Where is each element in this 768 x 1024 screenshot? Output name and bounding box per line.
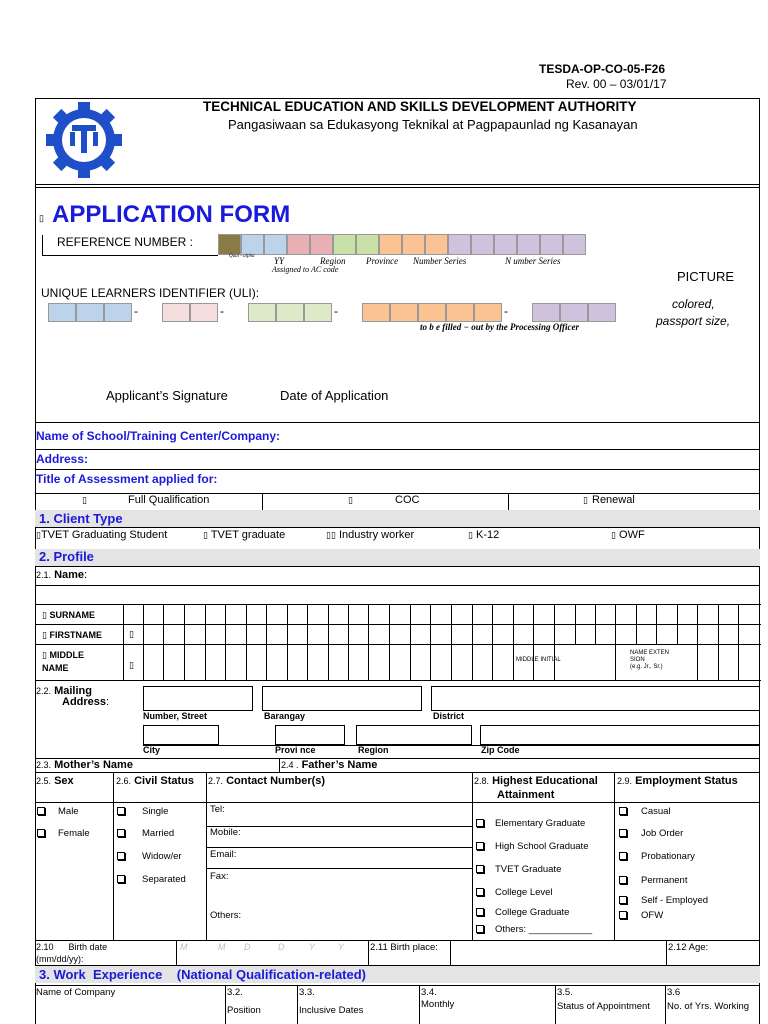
emp-self-employed-option[interactable]: Self - Employed (619, 895, 708, 906)
name-grid-cell[interactable] (307, 604, 329, 625)
name-grid-cell[interactable] (225, 624, 247, 645)
client-type-k12[interactable]: ▯ K-12 (468, 529, 500, 541)
name-grid-cell[interactable] (513, 604, 534, 625)
educ-others-option[interactable]: Others: ____________ (476, 924, 592, 935)
name-label: 2.1. Name: (36, 569, 88, 581)
name-grid-cell[interactable] (368, 624, 390, 645)
middle-marker: ▯ (129, 661, 134, 671)
ref-sub-region: Region (320, 256, 346, 266)
name-grid-cell[interactable] (718, 604, 739, 625)
emp-ofw-option[interactable]: OFW (619, 910, 663, 921)
name-grid-cell[interactable] (307, 624, 329, 645)
name-grid-cell[interactable] (615, 624, 637, 645)
reference-number-cell[interactable] (356, 234, 379, 255)
educ-highschool-option[interactable]: High School Graduate (476, 841, 588, 852)
name-extension-label: NAME EXTEN SION (630, 650, 670, 663)
reference-number-cell[interactable] (241, 234, 264, 255)
name-grid-cell[interactable] (410, 624, 431, 645)
checkbox-renewal[interactable]: ▯ (583, 496, 588, 506)
name-grid-cell[interactable] (307, 644, 329, 681)
education-label-2: Attainment (497, 789, 555, 801)
name-grid-cell[interactable] (266, 604, 288, 625)
address-label: Address: (36, 452, 89, 466)
name-grid-cell[interactable] (636, 604, 657, 625)
form-title: APPLICATION FORM (52, 201, 291, 228)
name-grid-cell[interactable] (246, 604, 267, 625)
name-grid-cell[interactable] (718, 644, 739, 681)
name-grid-cell[interactable] (636, 624, 657, 645)
name-grid-cell[interactable] (225, 604, 247, 625)
emp-casual-option[interactable]: Casual (619, 806, 671, 817)
work-column-number: 3.2. (227, 987, 243, 998)
ref-sub-yy: YY (274, 256, 285, 266)
tesda-gear-logo-icon (42, 98, 126, 182)
client-type-tvet-graduating[interactable]: ▯TVET Graduating Student (36, 529, 168, 541)
name-grid-cell[interactable] (533, 604, 555, 625)
name-grid-cell[interactable] (184, 624, 206, 645)
mailing-label-2: Address: (62, 696, 110, 708)
sex-male-option[interactable]: Male (37, 806, 79, 817)
name-grid-cell[interactable] (738, 644, 761, 681)
educ-tvet-option[interactable]: TVET Graduate (476, 864, 561, 875)
middle-initial-label: MIDDLE INITIAL (516, 657, 561, 663)
reference-number-cell[interactable] (448, 234, 471, 255)
middle-name-label-2: NAME (42, 663, 69, 673)
name-grid-cell[interactable] (656, 624, 678, 645)
work-column-label: Status of Appointment (557, 1001, 650, 1012)
name-grid-cell[interactable] (389, 644, 411, 681)
name-extension-example: (e.g. Jr., Sr.) (630, 664, 663, 670)
educ-elementary-option[interactable]: Elementary Graduate (476, 818, 585, 829)
contact-mobile-label: Mobile: (210, 827, 241, 838)
name-grid-cell[interactable] (348, 624, 369, 645)
name-grid-cell[interactable] (575, 624, 596, 645)
uli-cell[interactable] (248, 303, 276, 322)
name-grid-cell[interactable] (513, 624, 534, 645)
barangay-label: Barangay (264, 711, 306, 721)
uli-cell[interactable] (588, 303, 616, 322)
client-type-owf[interactable]: ▯ OWF (611, 529, 645, 541)
uli-cell[interactable] (560, 303, 588, 322)
province-label: Provi nce (275, 745, 316, 755)
name-grid-cell[interactable] (328, 604, 349, 625)
educ-college-level-option[interactable]: College Level (476, 887, 553, 898)
uli-cell[interactable] (304, 303, 332, 322)
civil-separated-option[interactable]: Separated (117, 874, 186, 885)
ref-sub-province: Province (366, 256, 399, 266)
educ-college-grad-option[interactable]: College Graduate (476, 907, 569, 918)
name-grid-cell[interactable] (615, 604, 637, 625)
uli-cell[interactable] (532, 303, 560, 322)
name-grid-cell[interactable] (738, 604, 761, 625)
work-column-label: No. of Yrs. Working (667, 1001, 750, 1012)
zip-label: Zip Code (481, 745, 520, 755)
uli-cell[interactable] (48, 303, 76, 322)
name-grid-cell[interactable] (163, 624, 185, 645)
uli-dash: - (220, 304, 224, 318)
name-grid-cell[interactable] (368, 644, 390, 681)
name-grid-cell[interactable] (163, 604, 185, 625)
uli-dash: - (504, 304, 508, 318)
date-of-application-label: Date of Application (280, 388, 389, 403)
processing-note: to b e filled − out by the Processing Officer (420, 322, 580, 332)
name-grid-cell[interactable] (697, 604, 719, 625)
province-field[interactable] (275, 725, 345, 745)
client-type-tvet-graduate[interactable]: ▯ TVET graduate (203, 529, 286, 541)
reference-number-cell[interactable] (425, 234, 448, 255)
uli-cell[interactable] (104, 303, 132, 322)
middle-initial-cell[interactable] (554, 644, 616, 681)
name-grid-cell[interactable] (287, 604, 308, 625)
uli-label: UNIQUE LEARNERS IDENTIFIER (ULI): (41, 286, 260, 300)
ref-sub-number-series: Number Series (413, 256, 467, 266)
name-grid-cell[interactable] (595, 624, 616, 645)
client-type-header (35, 510, 760, 527)
sex-label: 2.5. Sex (36, 775, 74, 787)
name-grid-cell[interactable] (348, 604, 369, 625)
option-full-qualification: Full Qualification (128, 494, 210, 506)
reference-number-cell[interactable] (333, 234, 356, 255)
ref-sub-qual: Qual - alpha (229, 254, 255, 259)
reference-number-cell[interactable] (540, 234, 563, 255)
civil-married-option[interactable]: Married (117, 828, 174, 839)
client-type-industry-worker[interactable]: ▯▯ Industry worker (326, 529, 415, 541)
uli-cell[interactable] (76, 303, 104, 322)
uli-cell[interactable] (418, 303, 446, 322)
contact-email-label: Email: (210, 849, 237, 860)
name-grid-cell[interactable] (677, 604, 698, 625)
work-column-number: 3.4. (421, 987, 437, 998)
picture-passport: passport size, (656, 314, 731, 328)
name-grid-cell[interactable] (430, 624, 452, 645)
reference-number-cell[interactable] (402, 234, 425, 255)
city-label: City (143, 745, 161, 755)
option-renewal: Renewal (592, 494, 635, 506)
name-grid-cell[interactable] (451, 604, 473, 625)
birth-date-placeholder[interactable]: M (180, 942, 188, 952)
checkbox-coc[interactable]: ▯ (348, 496, 353, 506)
employment-label: 2.9. Employment Status (617, 775, 738, 787)
reference-number-cell[interactable] (471, 234, 494, 255)
name-grid-cell[interactable] (492, 604, 514, 625)
birth-date-placeholder[interactable]: Y (309, 942, 316, 952)
uli-dash: - (134, 304, 138, 318)
name-grid-cell[interactable] (205, 644, 226, 681)
name-grid-cell[interactable] (287, 624, 308, 645)
name-grid-cell[interactable] (677, 624, 698, 645)
reference-number-cell[interactable] (517, 234, 540, 255)
uli-dash: - (334, 304, 338, 318)
name-grid-cell[interactable] (472, 604, 493, 625)
title-marker: ▯ (39, 213, 44, 223)
father-name-label: 2.4 . Father’s Name (281, 759, 378, 771)
name-grid-cell[interactable] (554, 624, 576, 645)
middle-name-label: ▯ MIDDLE (42, 650, 84, 661)
reference-number-cell[interactable] (218, 234, 241, 255)
civil-status-label: 2.6. Civil Status (116, 775, 194, 787)
mother-name-label: 2.3. Mother’s Name (36, 759, 133, 771)
assessment-title-label: Title of Assessment applied for: (36, 472, 218, 486)
name-grid-cell[interactable] (656, 604, 678, 625)
name-grid-cell[interactable] (123, 604, 144, 625)
uli-cell[interactable] (474, 303, 502, 322)
name-grid-cell[interactable] (389, 624, 411, 645)
name-grid-cell[interactable] (697, 644, 719, 681)
name-grid-cell[interactable] (266, 624, 288, 645)
emp-probationary-option[interactable]: Probationary (619, 851, 695, 862)
name-grid-cell[interactable] (718, 624, 739, 645)
name-grid-cell[interactable] (205, 604, 226, 625)
work-column-divider (225, 985, 226, 1024)
name-grid-cell[interactable] (143, 604, 164, 625)
name-grid-cell[interactable] (163, 644, 185, 681)
birth-date-placeholder[interactable]: D (244, 942, 251, 952)
name-grid-cell[interactable] (451, 644, 473, 681)
name-grid-cell[interactable] (472, 624, 493, 645)
document-code: TESDA-OP-CO-05-F26 (539, 62, 666, 76)
picture-colored: colored, (672, 297, 715, 311)
name-grid-cell[interactable] (410, 644, 431, 681)
work-column-label: Inclusive Dates (299, 1005, 364, 1016)
name-grid-cell[interactable] (472, 644, 493, 681)
work-column-divider (297, 985, 298, 1024)
district-label: District (433, 711, 465, 721)
applicant-signature-label: Applicant’s Signature (106, 388, 228, 403)
birth-date-format: (mm/dd/yy): (36, 954, 84, 964)
reference-number-cell[interactable] (310, 234, 333, 255)
city-field[interactable] (143, 725, 219, 745)
uli-cell[interactable] (190, 303, 218, 322)
name-grid-cell[interactable] (738, 624, 761, 645)
firstname-label: ▯ FIRSTNAME (42, 630, 102, 641)
mailing-label: 2.2. Mailing (36, 685, 92, 697)
work-experience-heading: 3. Work Experience (National Qualification-related) (39, 967, 367, 982)
work-column-number: 3.5. (557, 987, 573, 998)
firstname-marker: ▯ (129, 630, 134, 640)
name-grid-cell[interactable] (225, 644, 247, 681)
name-grid-cell[interactable] (554, 604, 576, 625)
civil-widow-option[interactable]: Widow/er (117, 851, 182, 862)
option-coc: COC (395, 494, 420, 506)
profile-header (35, 549, 760, 566)
name-grid-cell[interactable] (184, 604, 206, 625)
reference-number-cell[interactable] (264, 234, 287, 255)
name-grid-cell[interactable] (246, 624, 267, 645)
reference-number-cell[interactable] (287, 234, 310, 255)
agency-name: TECHNICAL EDUCATION AND SKILLS DEVELOPMENT AUTHORITY (203, 99, 637, 114)
contact-label: 2.7. Contact Number(s) (208, 775, 326, 787)
name-grid-cell[interactable] (143, 644, 164, 681)
work-column-divider (419, 985, 420, 1024)
work-column-label: Monthly (421, 999, 455, 1010)
birth-date-placeholder[interactable]: Y (338, 942, 345, 952)
age-label: 2.12 Age: (668, 942, 709, 953)
name-grid-cell[interactable] (205, 624, 226, 645)
reference-number-label: REFERENCE NUMBER : (57, 235, 194, 249)
name-grid-cell[interactable] (595, 604, 616, 625)
contact-tel-label: Tel: (210, 804, 225, 815)
work-column-label: Name of Company (36, 987, 116, 998)
region-field[interactable] (356, 725, 472, 745)
work-column-number: 3.6 (667, 987, 681, 998)
birth-date-placeholder[interactable]: D (278, 942, 285, 952)
name-grid-cell[interactable] (575, 604, 596, 625)
surname-label: ▯ SURNAME (42, 610, 95, 621)
uli-cell[interactable] (276, 303, 304, 322)
reference-number-cell[interactable] (563, 234, 586, 255)
profile-heading: 2. Profile (39, 549, 94, 564)
region-label: Region (358, 745, 389, 755)
name-grid-cell[interactable] (533, 624, 555, 645)
street-label: Number, Street (143, 711, 208, 721)
street-field[interactable] (143, 686, 253, 711)
work-column-number: 3.3. (299, 987, 315, 998)
name-grid-cell[interactable] (328, 624, 349, 645)
uli-cell[interactable] (390, 303, 418, 322)
name-grid-cell[interactable] (410, 604, 431, 625)
name-grid-cell[interactable] (266, 644, 288, 681)
birth-date-label: 2.10 Birth date (36, 942, 108, 952)
name-grid-cell[interactable] (492, 644, 514, 681)
uli-cell[interactable] (446, 303, 474, 322)
name-grid-cell[interactable] (287, 644, 308, 681)
ref-sub-assigned: Assigned to AC code (272, 265, 339, 274)
name-grid-cell[interactable] (430, 604, 452, 625)
school-label: Name of School/Training Center/Company: (36, 429, 281, 443)
name-grid-cell[interactable] (143, 624, 164, 645)
uli-cell[interactable] (162, 303, 190, 322)
checkbox-full-qualification[interactable]: ▯ (82, 496, 87, 506)
name-grid-cell[interactable] (328, 644, 349, 681)
barangay-field[interactable] (262, 686, 422, 711)
ref-sub-number-series-2: N umber Series (505, 256, 561, 266)
uli-cell[interactable] (362, 303, 390, 322)
name-grid-cell[interactable] (430, 644, 452, 681)
emp-permanent-option[interactable]: Permanent (619, 875, 687, 886)
name-grid-cell[interactable] (389, 604, 411, 625)
education-label: 2.8. Highest Educational (474, 775, 598, 787)
reference-number-cell[interactable] (494, 234, 517, 255)
name-grid-cell[interactable] (368, 604, 390, 625)
zip-field[interactable] (480, 725, 760, 745)
name-grid-cell[interactable] (492, 624, 514, 645)
work-column-divider (665, 985, 666, 1024)
name-grid-cell[interactable] (697, 624, 719, 645)
emp-joborder-option[interactable]: Job Order (619, 828, 683, 839)
agency-name-tagalog: Pangasiwaan sa Edukasyong Teknikal at Pagpapaunlad ng Kasanayan (228, 117, 638, 132)
name-grid-cell[interactable] (451, 624, 473, 645)
birth-place-label: 2.11 Birth place: (370, 942, 438, 953)
client-type-heading: 1. Client Type (39, 511, 123, 526)
civil-single-option[interactable]: Single (117, 806, 168, 817)
work-column-label: Position (227, 1005, 261, 1016)
contact-others-label: Others: (210, 910, 242, 921)
name-grid-cell[interactable] (348, 644, 369, 681)
revision-label: Rev. 00 – 03/01/17 (566, 77, 667, 91)
name-grid-cell[interactable] (246, 644, 267, 681)
reference-number-cell[interactable] (379, 234, 402, 255)
district-field[interactable] (431, 686, 760, 711)
name-grid-cell[interactable] (184, 644, 206, 681)
contact-fax-label: Fax: (210, 871, 229, 882)
sex-female-option[interactable]: Female (37, 828, 90, 839)
birth-date-placeholder[interactable]: M (218, 942, 226, 952)
work-column-divider (555, 985, 556, 1024)
picture-label: PICTURE (677, 269, 735, 284)
